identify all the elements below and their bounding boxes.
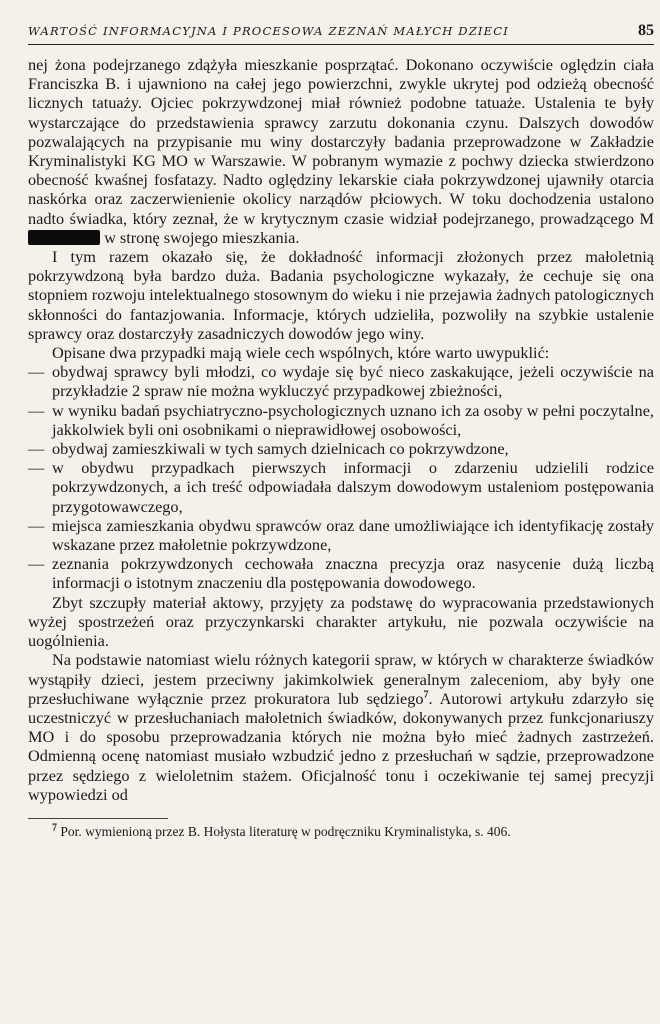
footnote-reference: 7 <box>423 689 429 701</box>
body-text <box>28 55 654 804</box>
paragraph <box>28 55 654 247</box>
paragraph: Zbyt szczupły materiał aktowy, przyjęty za podstawę do wypracowania przedstawionych wyżej spostrzeżeń oraz przyczynkarski charakter artykułu, nie pozwala oczywiście na uogólnienia. <box>28 592 654 651</box>
dash-list <box>28 362 654 592</box>
list-item: — miejsca zamieszkania obydwu sprawców oraz dane umożliwiające ich identyfikację zostały wskazane przez małoletnie pokrzywdzone, <box>28 516 654 554</box>
list-item: — obydwaj zamieszkiwali w tych samych dzielnicach co pokrzywdzone, <box>28 439 654 458</box>
paragraph-text: nej żona podejrzanego zdążyła mieszkanie posprzątać. Dokonano oczywiście oględzin ciała Franciszka B. i ujawniono na całej jego powierzchni, zwykle ukrytej pod odzieżą obecność licznych tatuaży. Ojciec pokrzywdzonej miał również podobne tatuaże. Ustalenia te były wystarczające do przedstawienia sprawcy zarzutu dokonania czynu. Dalszych dowodów pozwalających na przypisanie mu winy dostarczyły badania przeprowadzone w Zakładzie Kryminalistyki KG MO w Warszawie. W pobranym wymazie z pochwy dziecka stwierdzono obecność kwaśnej fosfatazy. Nadto oględziny lekarskie ciała pokrzywdzonej ujawniły otarcia naskórka oraz zaczerwienienie okolicy narządów płciowych. W toku dochodzenia ustalono nadto świadka, który zeznał, że w krytycznym czasie widział podejrzanego, prowadzącego M <box>28 55 654 228</box>
redaction-bar <box>28 230 100 245</box>
footnote <box>28 823 654 840</box>
paragraph-text: w stronę swojego mieszkania. <box>104 227 300 247</box>
paragraph: Opisane dwa przypadki mają wiele cech wspólnych, które warto uwypuklić: <box>52 343 550 363</box>
list-item: — zeznania pokrzywdzonych cechowała znaczna precyzja oraz nasycenie dużą liczbą informacji o istotnym znaczeniu dla postępowania dowodowego. <box>28 554 654 592</box>
list-item: — obydwaj sprawcy byli młodzi, co wydaje się być nieco zaskakujące, jeżeli oczywiście na przykładzie 2 spraw nie można wykluczyć przypadkowej zbieżności, <box>28 362 654 400</box>
page-number: 85 <box>638 22 654 39</box>
footnote-mark: 7 <box>52 822 57 834</box>
paragraph <box>28 650 654 804</box>
list-item: — w obydwu przypadkach pierwszych informacji o zdarzeniu udzielili rodzice pokrzywdzonych, a ich treść odpowiadała dalszym dowodowym ustaleniom postępowania przygotowawczego, <box>28 458 654 516</box>
paragraph: I tym razem okazało się, że dokładność informacji złożonych przez małoletnią pokrzywdzoną była bardzo duża. Badania psychologiczne wykazały, że cechuje się ona stopniem rozwoju intelektualnego stosownym do wieku i nie przejawia żadnych patologicznych skłonności do fantazjowania. Informacje, których udzieliła, pozwoliły na szybkie ustalenie sprawcy oraz dostarczyły zasadniczych dowodów jego winy. <box>28 247 654 343</box>
book-page <box>28 22 654 840</box>
page-header <box>28 22 654 45</box>
paragraph-text: . Autorowi artykułu zdarzyło się uczestniczyć w przesłuchaniach małoletnich świadków, dokonywanych przez funkcjonariuszy MO i do sposobu przeprowadzania których nie można było mieć żadnych zastrzeżeń. Odmienną ocenę natomiast musiało wzbudzić jedno z przesłuchań w sądzie, przeprowadzone przez sędziego z wieloletnim stażem. Oficjalność tonu i oczekiwanie tej samej precyzji wypowiedzi od <box>28 688 654 804</box>
footnote-text: Por. wymienioną przez B. Hołysta literaturę w podręczniku Kryminalistyka, s. 406. <box>60 823 511 839</box>
list-item: — w wyniku badań psychiatryczno-psychologicznych uznano ich za osoby w pełni poczytalne, jakkolwiek byli oni osobnikami o nieprawidłowej osobowości, <box>28 401 654 439</box>
running-head: WARTOŚĆ INFORMACYJNA I PROCESOWA ZEZNAŃ MAŁYCH DZIECI <box>28 24 509 38</box>
paragraph-text: Na podstawie natomiast wielu różnych kategorii spraw, w których w charakterze świadków wystąpiły dzieci, jestem przeciwny jakimkolwiek generalnym zaleceniom, aby były one przesłuchiwane wyłącznie przez prokuratora lub sędziego <box>28 650 654 708</box>
